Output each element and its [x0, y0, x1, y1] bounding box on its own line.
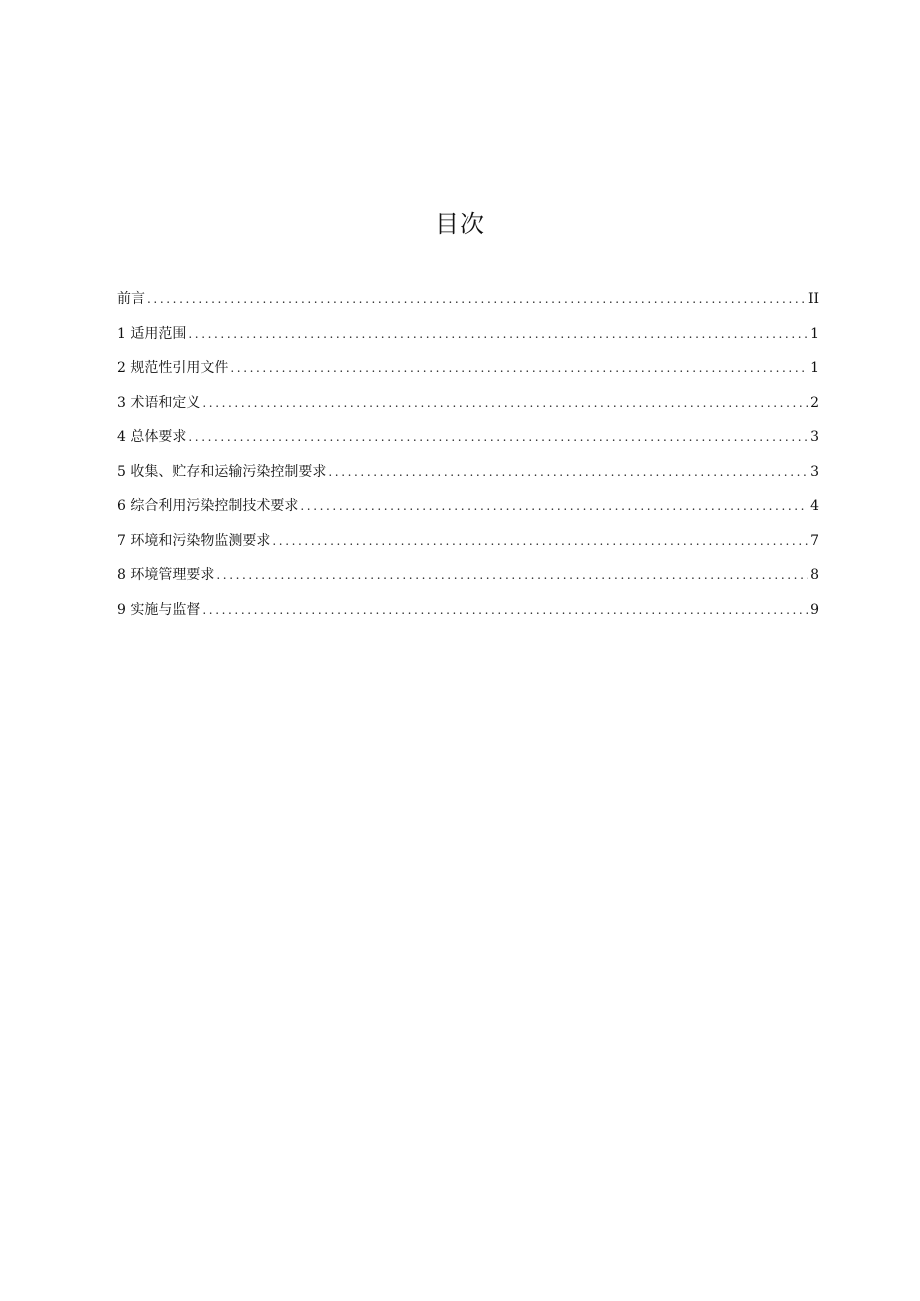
toc-dot-leader	[300, 494, 808, 518]
toc-entry-normative-references[interactable]	[117, 356, 819, 391]
toc-entry-page: 7	[810, 532, 819, 549]
toc-entry-page: 3	[810, 429, 819, 445]
toc-entry-page: 9	[810, 601, 819, 618]
toc-title: 目次	[435, 210, 485, 238]
toc-entry-page: 1	[810, 360, 819, 376]
toc-entry-terms-definitions[interactable]	[117, 391, 819, 426]
toc-entry-label: 3 术语和定义	[117, 394, 201, 411]
toc-entry-label: 9 实施与监督	[117, 601, 201, 618]
toc-entry-scope[interactable]	[117, 322, 819, 357]
toc-entry-collection-storage-transport[interactable]	[117, 460, 819, 495]
toc-entry-label: 8 环境管理要求	[117, 567, 215, 583]
toc-entry-implementation-supervision[interactable]	[117, 598, 819, 633]
toc-entry-page: 4	[810, 498, 819, 514]
toc-dot-leader	[188, 425, 808, 449]
toc-entry-label: 2 规范性引用文件	[117, 360, 229, 376]
toc-dot-leader	[272, 529, 808, 553]
toc-entry-page: II	[807, 291, 819, 307]
table-of-contents	[117, 287, 819, 632]
toc-dot-leader	[188, 322, 808, 346]
toc-entry-label: 1 适用范围	[117, 325, 187, 342]
toc-entry-label: 5 收集、贮存和运输污染控制要求	[117, 463, 327, 480]
toc-entry-label: 7 环境和污染物监测要求	[117, 532, 271, 549]
toc-entry-environmental-management[interactable]	[117, 563, 819, 598]
toc-entry-label: 前言	[117, 291, 145, 307]
toc-entry-foreword[interactable]	[117, 287, 819, 322]
toc-dot-leader	[216, 563, 808, 587]
toc-entry-general-requirements[interactable]	[117, 425, 819, 460]
toc-dot-leader	[202, 391, 808, 415]
toc-dot-leader	[328, 460, 808, 484]
toc-entry-label: 6 综合利用污染控制技术要求	[117, 498, 299, 514]
toc-entry-monitoring-requirements[interactable]	[117, 529, 819, 564]
toc-entry-page: 8	[810, 567, 819, 583]
toc-entry-comprehensive-utilization[interactable]	[117, 494, 819, 529]
toc-entry-page: 1	[810, 325, 819, 342]
toc-entry-page: 3	[810, 463, 819, 480]
toc-dot-leader	[147, 287, 806, 311]
toc-entry-label: 4 总体要求	[117, 429, 187, 445]
toc-dot-leader	[230, 356, 808, 380]
toc-dot-leader	[202, 598, 808, 622]
toc-entry-page: 2	[810, 394, 819, 411]
